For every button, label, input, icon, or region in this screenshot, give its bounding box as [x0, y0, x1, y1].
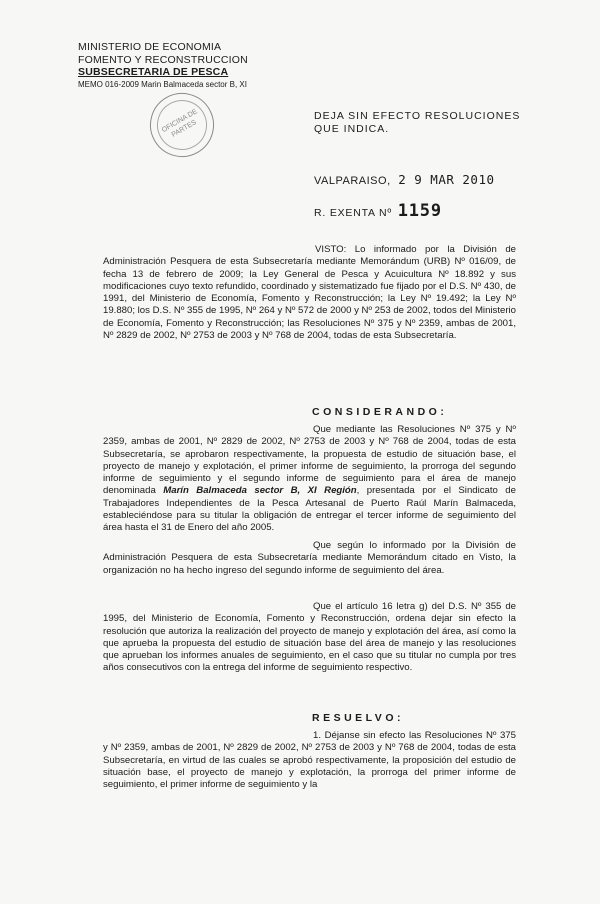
area-name-emphasis: Marín Balmaceda sector B, XI Región — [163, 485, 357, 497]
visto-paragraph: VISTO: Lo informado por la División de Administración Pesquera de esta Subsecretaría mediante Memorándum (URB) Nº 016/09, de fecha 13 de febrero de 2009; la Ley General de Pesca y Acuicultura Nº 18.892 y sus modificaciones cuyo texto refundido, coordinado y sistematizado fue fijado por el D.S. Nº 430, de 1991, del Ministerio de Economía, Fomento y Reconstrucción; la Ley Nº 19.492; la Ley Nº 19.880; los D.S. Nº 355 de 1995, Nº 264 y Nº 572 de 2000 y Nº 253 de 2002, todos del Ministerio de Economía, Fomento y Reconstrucción; las Resoluciones Nº 375 y Nº 2359, ambas de 2001, Nº 2829 de 2002, Nº 2753 de 2003 y Nº 768 de 2004, todas de esta Subsecretaría. — [103, 244, 516, 342]
resolution-reference: DEJA SIN EFECTO RESOLUCIONES QUE INDICA. — [314, 110, 521, 135]
ministry-subtitle: FOMENTO Y RECONSTRUCCION — [78, 53, 248, 66]
considerando-1-text-b: , presentada por el Sindicato de Trabajadores Independientes de la Pesca Artesanal de Puerto Raúl Marín Balmaceda, estableciéndose para su titular la obligación de entregar el tercer informe de seguimiento del área hasta el 31 de Enero del año 2005. — [103, 485, 516, 534]
city-label: VALPARAISO, — [314, 175, 391, 187]
ministry-name: MINISTERIO DE ECONOMIA — [78, 41, 222, 53]
exenta-number: 1159 — [397, 201, 442, 221]
considerando-paragraph-2: Que según lo informado por la División de Administración Pesquera de esta Subsecretaría mediante Memorándum citado en Visto, la organización no ha hecho ingreso del segundo informe de seguimiento del área. — [103, 540, 516, 576]
considerando-paragraph-1 — [103, 424, 516, 535]
resuelvo-paragraph-1: 1. Déjanse sin efecto las Resoluciones Nº 375 y Nº 2359, ambas de 2001, Nº 2829 de 2002, Nº 2753 de 2003 y Nº 768 de 2004, todas de esta Subsecretaría, en virtud de las cuales se aprobó respectivamente, la proposición del estudio de situación base, el proyecto de manejo y explotación, la prorroga del primer informe de seguimiento, el primer informe de seguimiento y la — [103, 730, 516, 791]
office-stamp — [138, 81, 225, 168]
date-stamp: 2 9 MAR 2010 — [398, 172, 495, 187]
considerando-heading: CONSIDERANDO: — [312, 406, 448, 418]
exenta-line — [314, 201, 442, 221]
date-line — [314, 172, 495, 187]
considerando-paragraph-3: Que el artículo 16 letra g) del D.S. Nº 355 de 1995, del Ministerio de Economía, Fomento y Reconstrucción, ordena dejar sin efecto la resolución que autoriza la realización del proyecto de manejo y explotación del área, así como la que aprueba la propuesta del estudio de situación base del área de manejo y las resoluciones que aprueban los informes anuales de seguimiento, en el caso que su titular no cumpla por tres años consecutivos con la entrega del informe de seguimiento respectivo. — [103, 601, 516, 674]
exenta-label: R. EXENTA Nº — [314, 207, 393, 219]
stamp-text: OFICINA DE PARTES — [160, 108, 199, 139]
resuelvo-heading: RESUELVO: — [312, 712, 404, 724]
considerando-1-text-a: Que mediante las Resoluciones Nº 375 y Nº 2359, ambas de 2001, Nº 2829 de 2002, Nº 2753 de 2003 y Nº 768 de 2004, todas de esta Subsecretaría, se aprobaron respectivamente, la propuesta de estudio de situación base, el proyecto de manejo y explotación, el primer informe de seguimiento, la prorroga del segundo informe de seguimiento y el segundo informe de seguimiento para el área de manejo denominada — [103, 424, 516, 497]
letterhead — [78, 41, 248, 91]
subsecretaria-name: SUBSECRETARIA DE PESCA — [78, 66, 229, 78]
memo-reference: MEMO 016-2009 Marin Balmaceda sector B, XI — [78, 79, 247, 89]
